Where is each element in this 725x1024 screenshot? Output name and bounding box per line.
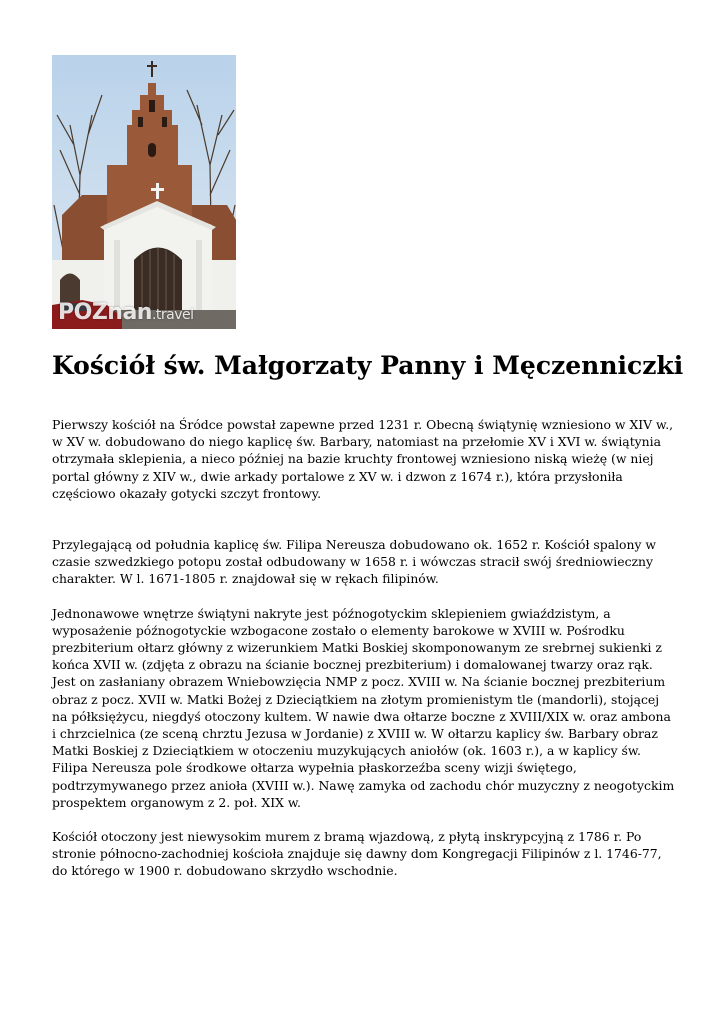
church-illustration [52, 55, 236, 329]
paragraph-1: Pierwszy kościół na Śródce powstał zapewne przed 1231 r. Obecną świątynię wzniesiono w XIV w., w XV w. dobudowano do niego kaplicę św. Barbary, natomiast na przełomie XV i XVI w. świątynia otrzymała sklepienia, a nieco później na bazie kruchty frontowej wzniesiono niską wieżę (w niej portal główny z XIV w., dwie arkady portalowe z XV w. i dzwon z 1674 r.), która przysłoniła częściowo okazały gotycki szczyt frontowy. [52, 417, 674, 501]
paragraph-3: Jednonawowe wnętrze świątyni nakryte jest późnogotyckim sklepieniem gwiaździstym, a wyposażenie późnogotyckie wzbogacone zostało o elementy barokowe w XVIII w. Pośrodku prezbiterium ołtarz główny z wizerunkiem Matki Boskiej skomponowanym ze srebrnej sukienki z końca XVII w. (zdjęta z obrazu na ścianie bocznej prezbiterium) i domalowanej twarzy oraz rąk. Jest on zasłaniany obrazem Wniebowzięcia NMP z pocz. XVIII w. Na ścianie bocznej prezbiterium obraz z pocz. XVII w. Matki Bożej z Dzieciątkiem na złotym promienistym tle (mandorli), stojącej na półksiężycu, niegdyś otoczony kultem. W nawie dwa ołtarze boczne z XVIII/XIX w. oraz ambona i chrzcielnica (ze sceną chrztu Jezusa w Jordanie) z XVIII w. W ołtarzu kaplicy św. Barbary obraz Matki Boskiej z Dzieciątkiem w otoczeniu muzykujących aniołów (ok. 1603 r.), a w kaplicy św. Filipa Nereusza pole środkowe ołtarza wypełnia płaskorzeźba sceny wizji świętego, podtrzymywanego przez anioła (XVIII w.). Nawę zamyka od zachodu chór muzyczny z neogotyckim prospektem organowym z 2. poł. XIX w. [52, 605, 675, 810]
watermark [58, 300, 194, 325]
article-body [52, 416, 675, 897]
church-photo [52, 55, 236, 329]
paragraph-2: Przylegającą od południa kaplicę św. Filipa Nereusza dobudowano ok. 1652 r. Kościół spalony w czasie szwedzkiego potopu został odbudowany w 1658 r. i wówczas stracił swój średniowieczny charakter. W l. 1671-1805 r. znajdował się w rękach filipinów. [52, 537, 657, 587]
watermark-main: POZnan [58, 300, 152, 325]
watermark-ext: .travel [151, 307, 194, 323]
paragraph-4: Kościół otoczony jest niewysokim murem z bramą wjazdową, z płytą inskrypcyjną z 1786 r. Po stronie północno-zachodniej kościoła znajduje się dawny dom Kongregacji Filipinów z l. 1746-77, do którego w 1900 r. dobudowano skrzydło wschodnie. [52, 829, 662, 879]
page-title: Kościół św. Małgorzaty Panny i Męczenniczki [52, 351, 684, 380]
